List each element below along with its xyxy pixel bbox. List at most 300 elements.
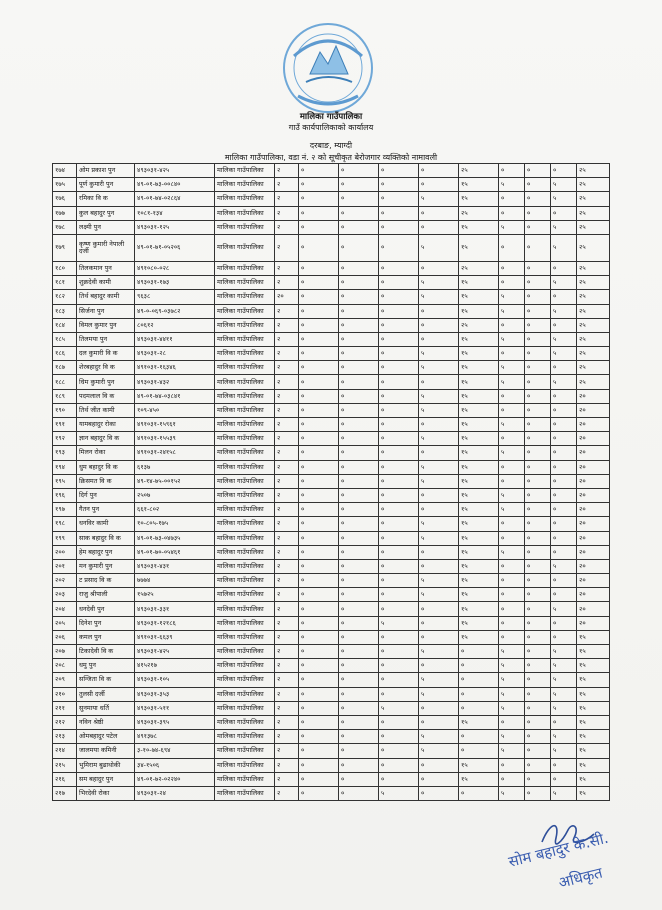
score-cell: ० (551, 418, 577, 432)
total-cell: १५ (577, 630, 610, 644)
score-cell: ५ (551, 332, 577, 346)
ward-cell: २ (275, 192, 299, 206)
score-cell: ० (339, 517, 379, 531)
score-cell: ० (299, 715, 339, 729)
ward-cell: २ (275, 645, 299, 659)
score-cell: ० (379, 687, 419, 701)
ward-cell: २ (275, 347, 299, 361)
address-cell: मालिका गाउँपालिका (215, 772, 275, 786)
score-cell: ५ (419, 531, 459, 545)
serial-cell: १९७ (53, 503, 77, 517)
name-cell: विमल कुमार पुन (77, 318, 135, 332)
address-cell: मालिका गाउँपालिका (215, 630, 275, 644)
ward-cell: २ (275, 531, 299, 545)
name-cell: तुलसी दर्जी (77, 687, 135, 701)
ward-cell: २ (275, 234, 299, 261)
ward-cell: २ (275, 164, 299, 178)
score-cell: ५ (419, 389, 459, 403)
address-cell: मालिका गाउँपालिका (215, 574, 275, 588)
ward-cell: २ (275, 276, 299, 290)
table-row (53, 220, 610, 234)
total-cell: २० (577, 559, 610, 573)
citizenship-cell: ४१५२१७ (135, 659, 215, 673)
score-cell: ० (339, 488, 379, 502)
score-cell: १५ (459, 488, 499, 502)
table-row (53, 164, 610, 178)
score-cell: ० (339, 220, 379, 234)
name-cell: सिर्जना पुन (77, 304, 135, 318)
score-cell: ० (525, 673, 551, 687)
score-cell: ० (419, 488, 459, 502)
serial-cell: १७४ (53, 164, 77, 178)
score-cell: ० (419, 545, 459, 559)
score-cell: ० (299, 574, 339, 588)
ward-cell: २ (275, 701, 299, 715)
table-row (53, 234, 610, 261)
score-cell: ० (339, 332, 379, 346)
ward-cell: २ (275, 772, 299, 786)
ward-cell: २ (275, 602, 299, 616)
ward-cell: २ (275, 446, 299, 460)
total-cell: १५ (577, 786, 610, 800)
table-row (53, 432, 610, 446)
serial-cell: १८४ (53, 318, 77, 332)
score-cell: १५ (459, 545, 499, 559)
serial-cell: १८१ (53, 276, 77, 290)
address-cell: मालिका गाउँपालिका (215, 786, 275, 800)
score-cell: ० (299, 772, 339, 786)
score-cell: ० (379, 261, 419, 275)
score-cell: ० (339, 730, 379, 744)
table-row (53, 645, 610, 659)
score-cell: ० (299, 730, 339, 744)
ward-cell: २ (275, 758, 299, 772)
ward-cell: २ (275, 261, 299, 275)
score-cell: ० (379, 164, 419, 178)
score-cell: ० (339, 531, 379, 545)
score-cell: ० (299, 389, 339, 403)
score-cell: १५ (459, 375, 499, 389)
score-cell: ० (379, 192, 419, 206)
score-cell: ५ (379, 701, 419, 715)
score-cell: ० (459, 645, 499, 659)
table-row (53, 503, 610, 517)
score-cell: ० (525, 432, 551, 446)
serial-cell: १८८ (53, 375, 77, 389)
score-cell: ० (299, 290, 339, 304)
score-cell: ० (379, 347, 419, 361)
score-cell: ० (459, 659, 499, 673)
total-cell: २० (577, 574, 610, 588)
address-cell: मालिका गाउँपालिका (215, 687, 275, 701)
score-cell: ० (419, 446, 459, 460)
name-cell: गैतन पुन (77, 503, 135, 517)
table-row (53, 261, 610, 275)
score-cell: ० (299, 234, 339, 261)
score-cell: १५ (459, 630, 499, 644)
table-row (53, 659, 610, 673)
score-cell: ० (379, 403, 419, 417)
score-cell: ० (379, 290, 419, 304)
score-cell: ० (299, 687, 339, 701)
name-cell: जालमया कमिनी (77, 744, 135, 758)
name-cell: साक बहादुर वि क (77, 531, 135, 545)
total-cell: २० (577, 545, 610, 559)
name-cell: तिलकमान पुन (77, 261, 135, 275)
score-cell: ० (499, 389, 525, 403)
name-cell: यामबहादुर रोका (77, 418, 135, 432)
score-cell: ५ (499, 220, 525, 234)
office-address: दरबाङ, म्याग्दी (309, 141, 353, 150)
serial-cell: १८३ (53, 304, 77, 318)
total-cell: २५ (577, 304, 610, 318)
score-cell: ० (499, 531, 525, 545)
office-title: मालिका गाउँपालिका (299, 112, 363, 122)
score-cell: ० (339, 602, 379, 616)
score-cell: ० (499, 758, 525, 772)
score-cell: ० (551, 772, 577, 786)
address-cell: मालिका गाउँपालिका (215, 488, 275, 502)
score-cell: २५ (459, 164, 499, 178)
total-cell: २५ (577, 290, 610, 304)
score-cell: ० (525, 559, 551, 573)
score-cell: ० (299, 318, 339, 332)
score-cell: ० (339, 375, 379, 389)
score-cell: ५ (499, 744, 525, 758)
ward-cell: २ (275, 304, 299, 318)
table-row (53, 375, 610, 389)
score-cell: ० (379, 361, 419, 375)
name-cell: पूर्ण कुमारी पुन (77, 178, 135, 192)
score-cell: ० (379, 758, 419, 772)
address-cell: मालिका गाउँपालिका (215, 206, 275, 220)
score-cell: ० (459, 744, 499, 758)
score-cell: ० (525, 531, 551, 545)
score-cell: ५ (499, 545, 525, 559)
name-cell: भिरदेवी रोका (77, 786, 135, 800)
citizenship-cell: ४९३०३१-१२१८६ (135, 616, 215, 630)
score-cell: ० (339, 361, 379, 375)
score-cell: ० (379, 460, 419, 474)
score-cell: ० (339, 616, 379, 630)
score-cell: ० (379, 730, 419, 744)
score-cell: ५ (499, 361, 525, 375)
ward-cell: २० (275, 290, 299, 304)
score-cell: ० (339, 744, 379, 758)
score-cell: ० (499, 474, 525, 488)
score-cell: ५ (419, 361, 459, 375)
address-cell: मालिका गाउँपालिका (215, 276, 275, 290)
score-cell: ५ (419, 347, 459, 361)
serial-cell: १९३ (53, 446, 77, 460)
score-cell: ० (299, 602, 339, 616)
serial-cell: २०७ (53, 645, 77, 659)
score-cell: ० (339, 206, 379, 220)
score-cell: ० (525, 772, 551, 786)
ward-cell: २ (275, 389, 299, 403)
score-cell: ० (379, 574, 419, 588)
name-cell: तिलमया पुन (77, 332, 135, 346)
name-cell: नविन श्रेष्ठी (77, 715, 135, 729)
total-cell: २५ (577, 361, 610, 375)
serial-cell: १८५ (53, 332, 77, 346)
score-cell: ० (339, 347, 379, 361)
score-cell: ५ (419, 290, 459, 304)
score-cell: ० (525, 474, 551, 488)
score-cell: ५ (551, 701, 577, 715)
score-cell: ० (339, 178, 379, 192)
score-cell: ५ (499, 503, 525, 517)
serial-cell: १९० (53, 403, 77, 417)
score-cell: ० (299, 701, 339, 715)
score-cell: १५ (459, 220, 499, 234)
total-cell: २० (577, 602, 610, 616)
score-cell: ० (339, 418, 379, 432)
score-cell: ० (299, 588, 339, 602)
name-cell: राजु श्रीपाली (77, 588, 135, 602)
citizenship-cell: ४९-०१-७४-०२८६४ (135, 192, 215, 206)
table-row (53, 786, 610, 800)
ward-cell: २ (275, 318, 299, 332)
score-cell: ० (419, 786, 459, 800)
score-cell: ० (499, 206, 525, 220)
citizenship-cell: १०८१-१३४ (135, 206, 215, 220)
score-cell: १५ (459, 758, 499, 772)
table-row (53, 446, 610, 460)
score-cell: ० (379, 318, 419, 332)
score-cell: ० (499, 347, 525, 361)
score-cell: ० (525, 418, 551, 432)
citizenship-cell: ४९-०-०६९-०३७८२ (135, 304, 215, 318)
name-cell: भुमिराम बुढाथोकी (77, 758, 135, 772)
serial-cell: १८२ (53, 290, 77, 304)
score-cell: ० (551, 630, 577, 644)
total-cell: २० (577, 616, 610, 630)
table-row (53, 347, 610, 361)
citizenship-cell: ८०६१२ (135, 318, 215, 332)
score-cell: ० (339, 318, 379, 332)
citizenship-cell: ४९-०१-७३-००८४० (135, 178, 215, 192)
ward-cell: २ (275, 744, 299, 758)
table-row (53, 517, 610, 531)
list-title: मालिका गाउँपालिका, वडा नं. २ को सूचीकृत बेरोजगार व्यक्तिको नामावली (224, 153, 438, 162)
score-cell: ० (339, 758, 379, 772)
citizenship-cell: ३४-१५०६ (135, 758, 215, 772)
score-cell: ० (499, 588, 525, 602)
serial-cell: २०४ (53, 602, 77, 616)
score-cell: ० (551, 446, 577, 460)
score-cell: ० (525, 361, 551, 375)
score-cell: ० (379, 673, 419, 687)
serial-cell: २०५ (53, 616, 77, 630)
score-cell: ० (379, 659, 419, 673)
table-row (53, 758, 610, 772)
ward-cell: २ (275, 687, 299, 701)
score-cell: ० (299, 304, 339, 318)
score-cell: ० (419, 630, 459, 644)
score-cell: १५ (459, 474, 499, 488)
score-cell: ५ (551, 375, 577, 389)
ward-cell: २ (275, 545, 299, 559)
total-cell: २० (577, 474, 610, 488)
score-cell: ० (299, 220, 339, 234)
table-row (53, 588, 610, 602)
name-cell: सम बहादुर पुन (77, 772, 135, 786)
score-cell: ५ (499, 488, 525, 502)
serial-cell: २०९ (53, 673, 77, 687)
citizenship-cell: ४९३०३१-२८ (135, 347, 215, 361)
score-cell: ० (525, 318, 551, 332)
table-row (53, 304, 610, 318)
serial-cell: १८६ (53, 347, 77, 361)
serial-cell: २०० (53, 545, 77, 559)
score-cell: ० (339, 588, 379, 602)
serial-cell: १९४ (53, 460, 77, 474)
total-cell: २० (577, 446, 610, 460)
name-cell: धनदेवी पुन (77, 602, 135, 616)
score-cell: २५ (459, 206, 499, 220)
total-cell: २५ (577, 347, 610, 361)
table-row (53, 630, 610, 644)
signatory-title-stamp: अधिकृत (556, 863, 605, 892)
serial-cell: १९१ (53, 418, 77, 432)
name-cell: ज्ञान बहादुर वि क (77, 432, 135, 446)
score-cell: ० (379, 304, 419, 318)
address-cell: मालिका गाउँपालिका (215, 220, 275, 234)
citizenship-cell: ४९३०३१-४३१ (135, 559, 215, 573)
score-cell: ० (525, 276, 551, 290)
score-cell: ० (339, 545, 379, 559)
score-cell: ० (339, 164, 379, 178)
score-cell: ० (551, 715, 577, 729)
score-cell: ० (379, 276, 419, 290)
score-cell: ० (339, 446, 379, 460)
score-cell: ० (299, 276, 339, 290)
citizenship-cell: ४९१०८०-०२८ (135, 261, 215, 275)
score-cell: ५ (419, 588, 459, 602)
score-cell: ० (551, 389, 577, 403)
score-cell: ० (299, 347, 339, 361)
score-cell: १५ (459, 178, 499, 192)
score-cell: ० (419, 375, 459, 389)
address-cell: मालिका गाउँपालिका (215, 446, 275, 460)
citizenship-cell: ४९३०३१-४३२ (135, 375, 215, 389)
score-cell: ५ (499, 786, 525, 800)
ward-cell: २ (275, 361, 299, 375)
ward-cell: २ (275, 488, 299, 502)
score-cell: ५ (419, 574, 459, 588)
score-cell: ० (525, 616, 551, 630)
serial-cell: २१५ (53, 758, 77, 772)
score-cell: १५ (459, 531, 499, 545)
address-cell: मालिका गाउँपालिका (215, 389, 275, 403)
score-cell: ० (551, 432, 577, 446)
score-cell: ० (551, 574, 577, 588)
score-cell: ० (525, 290, 551, 304)
score-cell: ० (419, 220, 459, 234)
table-row (53, 276, 610, 290)
score-cell: ० (339, 460, 379, 474)
score-cell: ० (299, 361, 339, 375)
score-cell: ० (551, 517, 577, 531)
score-cell: ५ (419, 403, 459, 417)
score-cell: ० (379, 630, 419, 644)
citizenship-cell: ४९३०३१-४४११ (135, 332, 215, 346)
score-cell: ० (525, 715, 551, 729)
score-cell: ० (525, 659, 551, 673)
score-cell: ० (379, 503, 419, 517)
ward-cell: २ (275, 730, 299, 744)
score-cell: ० (419, 758, 459, 772)
serial-cell: १९२ (53, 432, 77, 446)
score-cell: ५ (499, 446, 525, 460)
score-cell: ० (339, 403, 379, 417)
score-cell: ० (551, 545, 577, 559)
address-cell: मालिका गाउँपालिका (215, 261, 275, 275)
score-cell: ५ (551, 602, 577, 616)
score-cell: ० (525, 701, 551, 715)
serial-cell: २०६ (53, 630, 77, 644)
score-cell: १५ (459, 616, 499, 630)
beneficiary-table (52, 163, 610, 801)
score-cell: ० (299, 375, 339, 389)
score-cell: ० (525, 602, 551, 616)
score-cell: ५ (499, 178, 525, 192)
serial-cell: २०२ (53, 574, 77, 588)
name-cell: धुम बहादुर वि क (77, 460, 135, 474)
score-cell: ० (525, 192, 551, 206)
score-cell: १५ (459, 192, 499, 206)
name-cell: कृष्ण कुमारी नेपाली दर्जी (77, 234, 135, 261)
table-row (53, 772, 610, 786)
score-cell: ० (299, 744, 339, 758)
score-cell: ० (379, 432, 419, 446)
score-cell: ० (551, 460, 577, 474)
score-cell: ० (379, 744, 419, 758)
score-cell: १५ (459, 276, 499, 290)
score-cell: ० (499, 318, 525, 332)
serial-cell: २०८ (53, 659, 77, 673)
name-cell: दल कुमारी वि क (77, 347, 135, 361)
serial-cell: २१२ (53, 715, 77, 729)
citizenship-cell: ६६१-८०२ (135, 503, 215, 517)
score-cell: ० (499, 630, 525, 644)
score-cell: ५ (551, 178, 577, 192)
score-cell: ० (419, 261, 459, 275)
address-cell: मालिका गाउँपालिका (215, 418, 275, 432)
citizenship-cell: ४९-१४-७५-००१५२ (135, 474, 215, 488)
score-cell: ५ (499, 673, 525, 687)
score-cell: ० (339, 474, 379, 488)
score-cell: ० (379, 446, 419, 460)
score-cell: ० (339, 673, 379, 687)
score-cell: ० (339, 559, 379, 573)
score-cell: ० (459, 730, 499, 744)
citizenship-cell: ४९३०३१-३५३ (135, 687, 215, 701)
score-cell: ० (551, 503, 577, 517)
score-cell: ५ (551, 276, 577, 290)
name-cell: धिम कुमारी पुन (77, 375, 135, 389)
total-cell: १५ (577, 673, 610, 687)
score-cell: ० (525, 389, 551, 403)
score-cell: ० (525, 178, 551, 192)
serial-cell: २१० (53, 687, 77, 701)
score-cell: ० (525, 332, 551, 346)
score-cell: ० (339, 503, 379, 517)
score-cell: १५ (459, 432, 499, 446)
citizenship-cell: ६१३७ (135, 460, 215, 474)
score-cell: १५ (459, 559, 499, 573)
